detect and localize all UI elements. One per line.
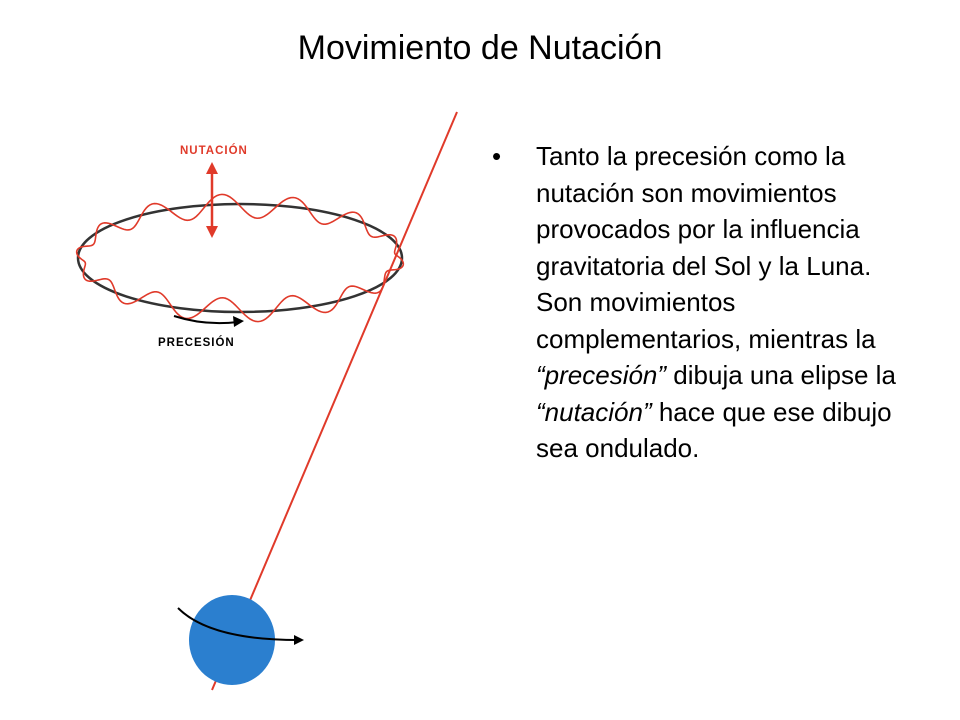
bullet-icon: •: [492, 141, 502, 171]
italic-term-nutation: “nutación”: [536, 396, 652, 427]
body-text-part: hace que ese dibujo sea ondulado.: [536, 396, 892, 463]
italic-term-precession: “precesión”: [536, 360, 667, 390]
nutation-diagram-svg: [60, 100, 480, 700]
slide-title: Movimiento de Nutación: [297, 29, 663, 67]
nutation-diagram: [60, 100, 480, 700]
earth-globe: [189, 595, 275, 685]
precession-ellipse: [78, 204, 402, 312]
bullet-list: [492, 138, 912, 467]
nutation-wave: [77, 194, 404, 321]
double-arrow-icon: [206, 162, 218, 238]
precession-label: PRECESIÓN: [158, 337, 235, 349]
body-text-part: dibuja una elipse la: [666, 360, 896, 390]
bullet-paragraph: [536, 138, 912, 467]
body-text-part: Tanto la precesión como la nutación son movimientos provocados por la influencia gravitatoria del Sol y la Luna. Son movimientos complementarios, mientras la: [536, 141, 876, 354]
nutation-label: NUTACIÓN: [180, 145, 248, 157]
